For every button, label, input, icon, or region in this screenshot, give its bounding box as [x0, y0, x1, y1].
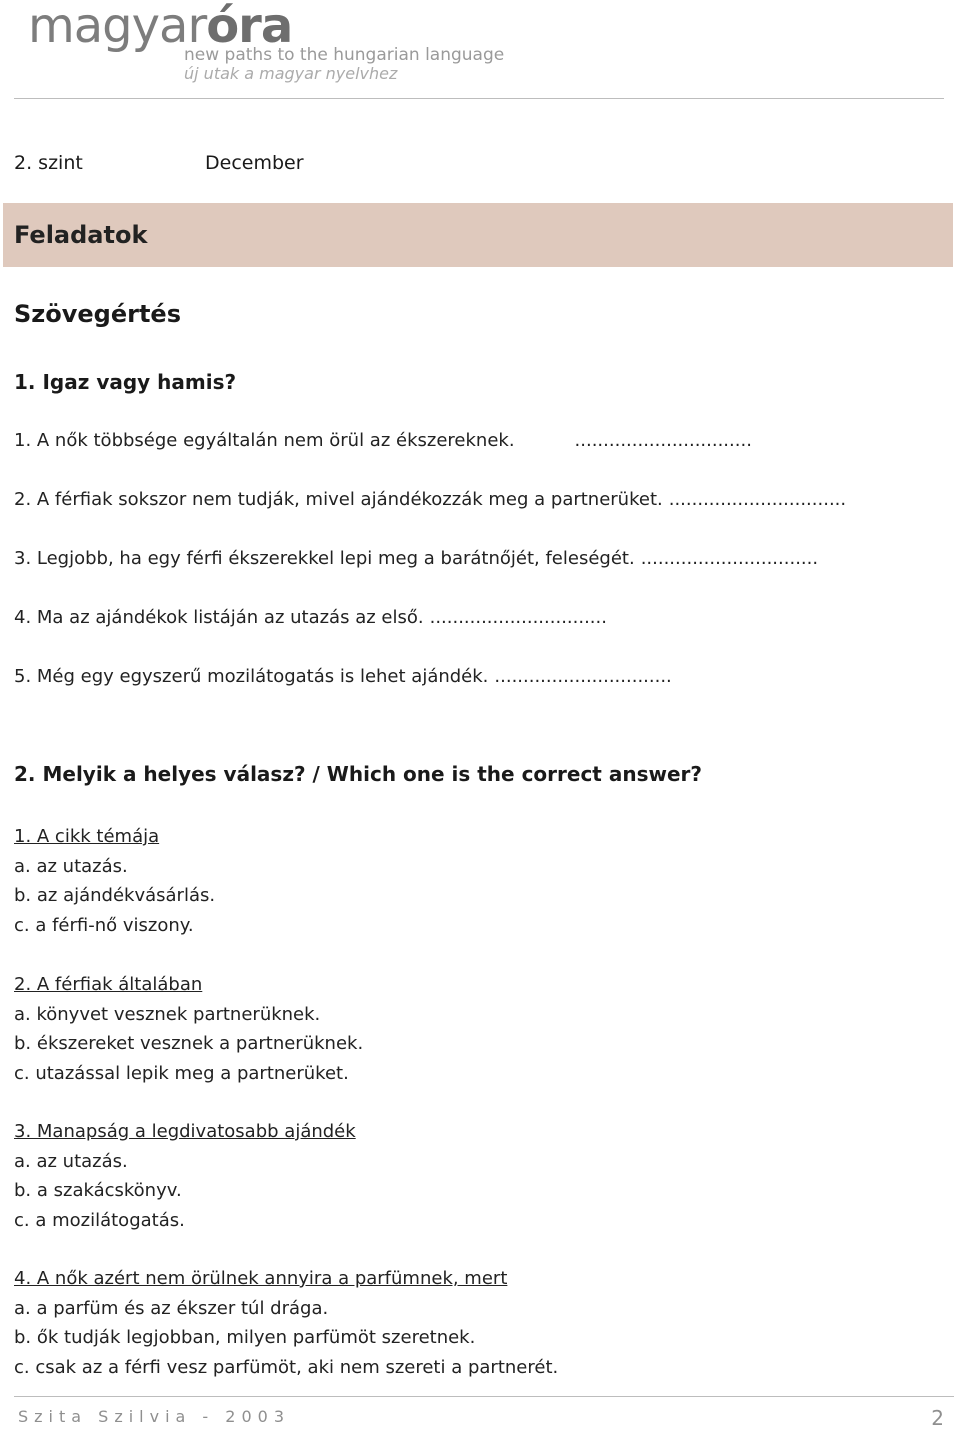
month-label: December — [205, 152, 304, 174]
statement-text: 1. A nők többsége egyáltalán nem örül az ékszereknek. — [14, 430, 515, 451]
question-3 — [14, 1117, 356, 1235]
banner-title: Feladatok — [14, 221, 148, 249]
statement-text: 5. Még egy egyszerű mozilátogatás is lehet ajándék. — [14, 666, 489, 687]
answer-blank[interactable]: ............................... — [668, 489, 847, 510]
statement-5 — [14, 666, 672, 687]
logo-text-bold: óra — [206, 0, 293, 54]
option-c[interactable]: c. a mozilátogatás. — [14, 1209, 185, 1231]
option-a[interactable]: a. az utazás. — [14, 1150, 128, 1172]
statement-2 — [14, 489, 846, 510]
footer-author: Szita Szilvia - 2003 — [18, 1407, 290, 1426]
answer-blank[interactable]: ............................... — [640, 548, 819, 569]
option-c[interactable]: c. csak az a férfi vesz parfümöt, aki nem szereti a partnerét. — [14, 1356, 559, 1378]
answer-blank[interactable]: ............................... — [494, 666, 672, 687]
page-number: 2 — [931, 1406, 944, 1430]
option-c[interactable]: c. a férfi-nő viszony. — [14, 914, 194, 936]
level-label: 2. szint — [14, 152, 83, 174]
statement-text: 4. Ma az ajándékok listáján az utazás az első. — [14, 607, 424, 628]
statement-text: 3. Legjobb, ha egy férfi ékszerekkel lepi meg a barátnőjét, feleségét. — [14, 548, 635, 569]
answer-blank[interactable]: ............................... — [574, 430, 752, 451]
footer-divider — [14, 1396, 954, 1397]
task1-title: 1. Igaz vagy hamis? — [14, 370, 237, 394]
option-a[interactable]: a. az utazás. — [14, 855, 128, 877]
option-b[interactable]: b. ékszereket vesznek a partnerüknek. — [14, 1033, 364, 1054]
tagline-hungarian: új utak a magyar nyelvhez — [184, 64, 398, 83]
statement-1 — [14, 430, 752, 451]
statement-3 — [14, 548, 818, 569]
statement-text: 2. A férfiak sokszor nem tudják, mivel ajándékozzák meg a partnerüket. — [14, 489, 663, 510]
question-head: 2. A férfiak általában — [14, 974, 203, 995]
option-c[interactable]: c. utazással lepik meg a partnerüket. — [14, 1062, 349, 1084]
tasks-banner — [3, 203, 953, 267]
question-4 — [14, 1264, 558, 1382]
answer-blank[interactable]: ............................... — [429, 607, 607, 628]
question-head: 3. Manapság a legdivatosabb ajándék — [14, 1121, 356, 1142]
question-1 — [14, 822, 215, 940]
option-b[interactable]: b. ők tudják legjobban, milyen parfümöt szeretnek. — [14, 1327, 476, 1348]
header-divider — [14, 98, 944, 99]
option-b[interactable]: b. a szakácskönyv. — [14, 1180, 182, 1201]
task2-title: 2. Melyik a helyes válasz? / Which one is the correct answer? — [14, 762, 702, 786]
question-2 — [14, 970, 363, 1088]
option-a[interactable]: a. könyvet vesznek partnerüknek. — [14, 1003, 321, 1025]
logo-text: magyar — [28, 0, 207, 54]
option-b[interactable]: b. az ajándékvásárlás. — [14, 885, 216, 906]
section-title: Szövegértés — [14, 300, 181, 328]
statement-4 — [14, 607, 607, 628]
tagline-english: new paths to the hungarian language — [184, 45, 505, 65]
option-a[interactable]: a. a parfüm és az ékszer túl drága. — [14, 1297, 329, 1319]
question-head: 1. A cikk témája — [14, 826, 160, 847]
question-head: 4. A nők azért nem örülnek annyira a parfümnek, mert — [14, 1268, 508, 1289]
